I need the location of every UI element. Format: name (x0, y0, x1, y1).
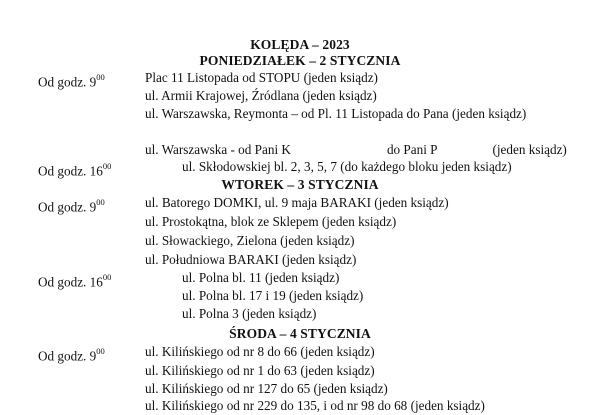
schedule-row (0, 380, 600, 398)
schedule-row (0, 305, 600, 323)
street-entry: ul. Słowackiego, Zielona (jeden ksiądz) (145, 233, 355, 248)
street-entry: ul. Skłodowskiej bl. 2, 3, 5, 7 (do każdego bloku jeden ksiądz) (182, 159, 512, 174)
schedule-row (0, 69, 600, 90)
street-entry: ul. Kilińskiego od nr 8 do 66 (jeden ksiądz) (145, 344, 375, 359)
street-entry: ul. Polna bl. 17 i 19 (jeden ksiądz) (182, 288, 364, 303)
schedule-row (0, 194, 600, 215)
street-entry: ul. Kilińskiego od nr 127 do 65 (jeden ksiądz) (145, 381, 388, 396)
document-title: KOLĘDA – 2023 (250, 37, 350, 52)
time-label: Od godz. $9^{00}$ (38, 197, 105, 215)
street-entry: ul. Polna 3 (jeden ksiądz) (182, 306, 317, 321)
time-label: Od godz. $9^{00}$ (38, 72, 105, 90)
schedule-row (0, 213, 600, 231)
schedule-row (0, 362, 600, 380)
schedule-row (0, 87, 600, 105)
street-entry: ul. Południowa BARAKI (jeden ksiądz) (145, 252, 357, 267)
schedule-row (0, 251, 600, 269)
street-entry: Plac 11 Listopada od STOPU (jeden ksiądz) (145, 70, 378, 85)
day-heading-wednesday: ŚRODA – 4 STYCZNIA (229, 326, 371, 341)
street-entry: ul. Armii Krajowej, Źródlana (jeden ksiądz) (145, 88, 377, 103)
street-entry: ul. Warszawska, Reymonta – od Pl. 11 Listopada do Pana (jeden ksiądz) (145, 106, 527, 121)
schedule-row (0, 105, 600, 141)
street-entry: ul. Kilińskiego od nr 1 do 63 (jeden ksiądz) (145, 363, 375, 378)
street-entry: ul. Kilińskiego od nr 229 do 135, i od nr 98 do 68 (jeden ksiądz) (145, 398, 485, 413)
street-entry: ul. Warszawska - od Pani K do Pani P (jeden ksiądz) (145, 142, 567, 157)
street-entry: ul. Prostokątna, blok ze Sklepem (jeden ksiądz) (145, 214, 397, 229)
schedule-row (0, 343, 600, 364)
day-heading-tuesday: WTOREK – 3 STYCZNIA (221, 177, 379, 192)
street-entry: ul. Polna bl. 11 (jeden ksiądz) (182, 270, 340, 285)
time-label: Od godz. $9^{00}$ (38, 346, 105, 364)
schedule-row (0, 232, 600, 250)
schedule-row (0, 287, 600, 305)
time-label: Od godz. $16^{00}$ (38, 272, 112, 290)
street-entry: ul. Batorego DOMKI, ul. 9 maja BARAKI (jeden ksiądz) (145, 195, 449, 210)
day-heading-monday: PONIEDZIAŁEK – 2 STYCZNIA (199, 53, 401, 68)
time-label: Od godz. $16^{00}$ (38, 161, 112, 179)
schedule-row (0, 269, 600, 290)
schedule-row (0, 158, 600, 179)
schedule-row (0, 141, 600, 159)
